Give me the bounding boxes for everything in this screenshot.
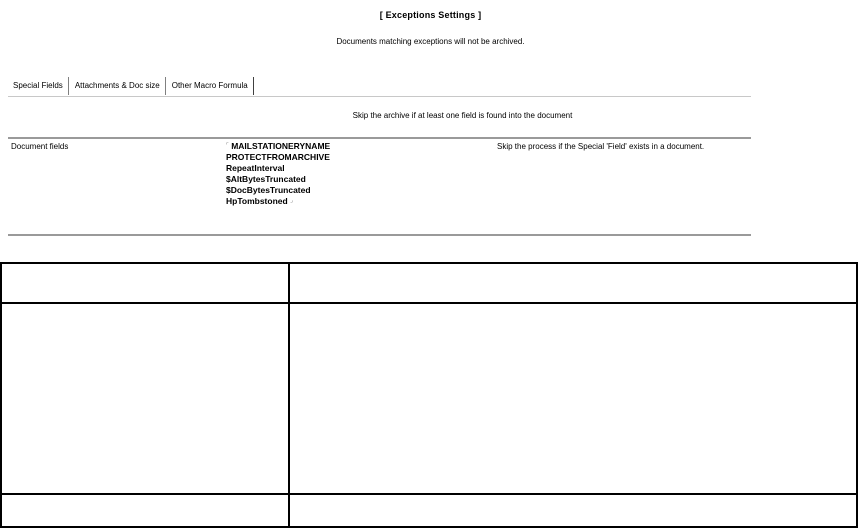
field-list-item: RepeatInterval (226, 163, 285, 173)
field-open-bracket-icon: ⌜ (226, 143, 229, 149)
empty-layout-table (0, 262, 858, 528)
field-value: MAILSTATIONERYNAME (231, 141, 331, 151)
field-list-item (226, 141, 330, 152)
tab-other-macro-formula[interactable]: Other Macro Formula (166, 77, 254, 95)
field-list-item: $AltBytesTruncated (226, 174, 306, 184)
tab-bar (8, 77, 751, 97)
page-title: [ Exceptions Settings ] (379, 10, 482, 20)
document-fields-help: Skip the process if the Special 'Field' exists in a document. (497, 142, 705, 151)
document-fields-label: Document fields (11, 142, 69, 151)
tab-attachments-doc-size[interactable]: Attachments & Doc size (69, 77, 166, 95)
table-row-divider (2, 493, 856, 495)
page-subtitle: Documents matching exceptions will not be archived. (336, 37, 525, 46)
field-value: HpTombstoned (226, 196, 288, 206)
field-close-bracket-icon: ⌟ (290, 198, 293, 204)
skip-archive-note: Skip the archive if at least one field is found into the document (352, 111, 573, 120)
document-fields-input[interactable] (226, 141, 330, 207)
field-list-item (226, 196, 330, 207)
section-divider-bottom (8, 234, 751, 236)
section-divider-top (8, 137, 751, 139)
table-row-divider (2, 302, 856, 304)
field-list-item: PROTECTFROMARCHIVE (226, 152, 330, 162)
field-list-item: $DocBytesTruncated (226, 185, 311, 195)
tab-special-fields[interactable]: Special Fields (8, 77, 69, 95)
